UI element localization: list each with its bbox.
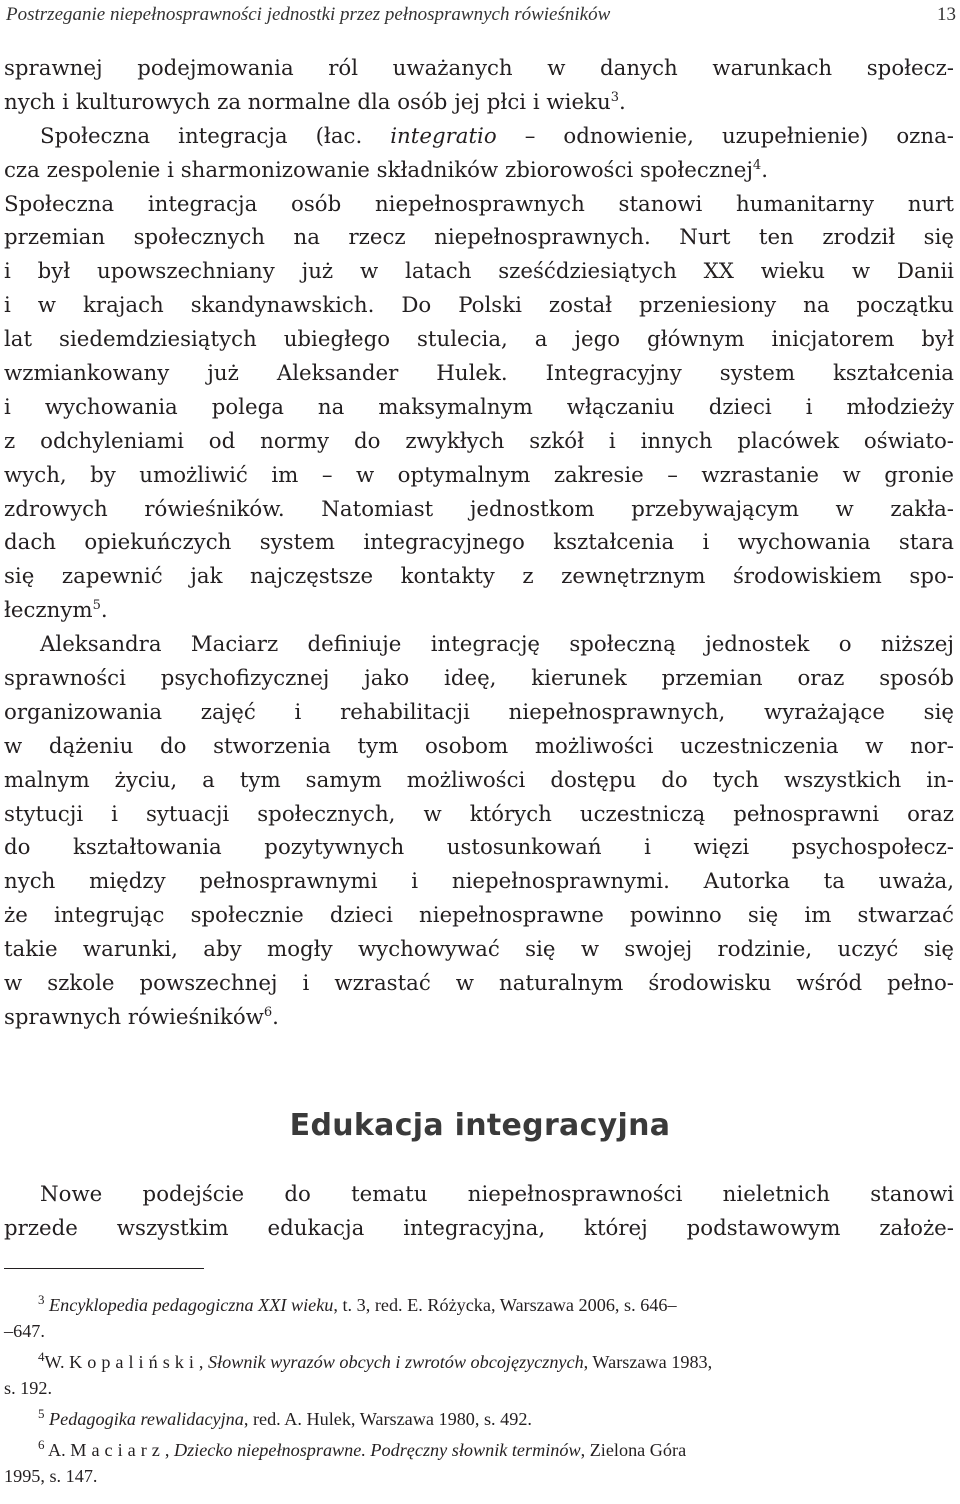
footnote-3: $^3$ Encyklopedia pedagogiczna XXI wieku, t. 3, red. E. Różycka, Warszawa 2006, s. 646– xyxy=(38,1292,677,1315)
footnote-separator xyxy=(4,1268,204,1269)
footnote-ref: 3 xyxy=(610,89,619,105)
text-line: łecznym$^5$. xyxy=(4,598,108,624)
footnote-ref: 4 xyxy=(752,157,762,173)
text-line: nych i kulturowych za normalne dla osób jej płci i wieku$^3$. xyxy=(4,89,626,115)
text-line: cza zespolenie i sharmonizowanie składników zbiorowości społecznej$^4$. xyxy=(4,157,768,183)
text-line: Aleksandra Maciarz definiuje integrację społeczną jednostek o niższej xyxy=(40,632,954,658)
text-line: dach opiekuńczych system integracyjnego kształcenia i wychowania stara xyxy=(4,530,954,556)
text-line: sprawności psychofizycznej jako ideę, kierunek przemian oraz sposób xyxy=(4,666,954,692)
footnote-5: $^5$ Pedagogika rewalidacyjna, red. A. Hulek, Warszawa 1980, s. 492. xyxy=(38,1406,532,1429)
text-line: i w krajach skandynawskich. Do Polski został przeniesiony na początku xyxy=(4,293,954,319)
text-line: nych między pełnosprawnymi i niepełnosprawnymi. Autorka ta uważa, xyxy=(4,869,954,895)
footnote-ref: 5 xyxy=(92,598,101,614)
footnote-ref: 6 xyxy=(263,1004,273,1020)
footnote-3-cont: –647. xyxy=(4,1321,45,1341)
running-header xyxy=(6,4,956,28)
text-line: malnym życiu, a tym samym możliwości dostępu do tych wszystkich in- xyxy=(4,767,954,793)
text-line: przemian społecznych na rzecz niepełnosprawnych. Nurt ten zrodził się xyxy=(4,225,954,251)
text-line: sprawnej podejmowania ról uważanych w danych warunkach społecz- xyxy=(4,56,954,81)
text-line: lat siedemdziesiątych ubiegłego stulecia, a jego głównym inicjatorem był xyxy=(4,327,954,353)
text-line: przede wszystkim edukacja integracyjna, której podstawowym założe- xyxy=(4,1215,954,1241)
section-text xyxy=(4,1178,954,1246)
text-line: i był upowszechniany już w latach sześćdziesiątych XX wieku w Danii xyxy=(4,259,954,285)
text-line: takie warunki, aby mogły wychowywać się w swojej rodzinie, uczyć się xyxy=(4,937,954,963)
text-line: do kształtowania pozytywnych ustosunkowań i więzi psychospołecz- xyxy=(4,835,954,861)
text-line: z odchyleniami od normy do zwykłych szkół i innych placówek oświato- xyxy=(4,428,954,454)
footnote-6: $^6$ A. Maciarz, Dziecko niepełnosprawne. Podręczny słownik terminów, Zielona Góra xyxy=(38,1437,687,1460)
text-line: Społeczna integracja (łac. integratio – odnowienie, uzupełnienie) ozna- xyxy=(40,123,954,149)
footnote-6-cont: 1995, s. 147. xyxy=(4,1466,98,1486)
text-line: organizowania zajęć i rehabilitacji niepełnosprawnych, wyrażające się xyxy=(4,699,954,725)
text-line: Społeczna integracja osób niepełnosprawnych stanowi humanitarny nurt xyxy=(4,191,954,217)
footnotes xyxy=(4,1292,954,1489)
text-line: i wychowania polega na maksymalnym włączaniu dzieci i młodzieży xyxy=(4,394,954,420)
text-line: się zapewnić jak najczęstsze kontakty z zewnętrznym środowiskiem spo- xyxy=(4,564,954,590)
text-line: wzmiankowany już Aleksander Hulek. Integracyjny system kształcenia xyxy=(4,361,954,387)
text-line: w szkole powszechnej i wzrastać w naturalnym środowisku wśród pełno- xyxy=(4,971,954,997)
body-text xyxy=(4,52,954,1035)
text-line: Nowe podejście do tematu niepełnosprawności nieletnich stanowi xyxy=(40,1182,954,1207)
text-line: że integrując społecznie dzieci niepełnosprawne powinno się im stwarzać xyxy=(4,903,954,929)
section-heading: Edukacja integracyjna xyxy=(289,1108,671,1143)
text-line: stytucji i sytuacji społecznych, w których uczestniczą pełnosprawni oraz xyxy=(4,801,954,827)
page-number: 13 xyxy=(937,4,956,25)
footnote-4: $^4$W. Kopaliński, Słownik wyrazów obcych i zwrotów obcojęzycznych, Warszawa 1983, xyxy=(38,1349,713,1372)
text-line: w dążeniu do stworzenia tym osobom możliwości uczestniczenia w nor- xyxy=(4,733,954,759)
running-title: Postrzeganie niepełnosprawności jednostki przez pełnosprawnych rówieśników xyxy=(6,4,611,25)
text-line: zdrowych rówieśników. Natomiast jednostkom przebywającym w zakła- xyxy=(4,496,954,522)
text-line: sprawnych rówieśników$^6$. xyxy=(4,1004,279,1030)
footnote-4-cont: s. 192. xyxy=(4,1378,52,1398)
text-line: wych, by umożliwić im – w optymalnym zakresie – wzrastanie w gronie xyxy=(4,462,954,488)
